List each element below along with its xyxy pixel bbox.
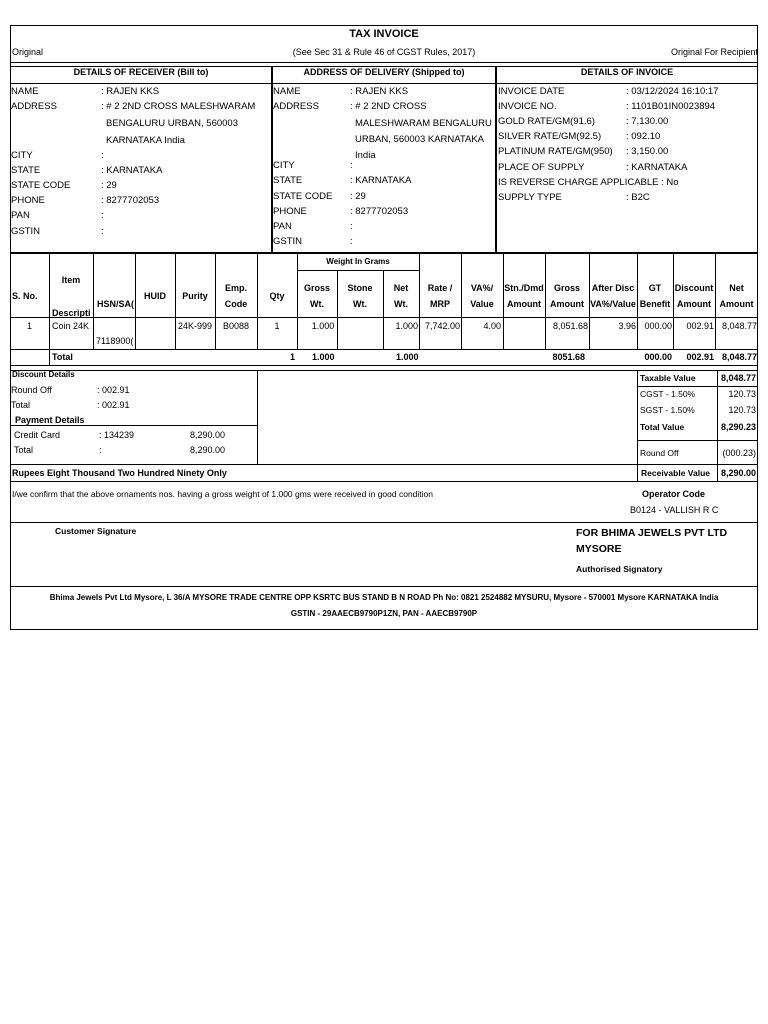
delivery-address-line4: India [355,150,376,161]
invoice-date: : 03/12/2024 16:10:17 [626,86,719,97]
amount-in-words: Rupees Eight Thousand Two Hundred Ninety Only [12,468,227,478]
discount-heading: Discount Details [12,370,75,379]
platinum-rate-label: PLATINUM RATE/GM(950) [498,146,613,157]
delivery-name: : RAJEN KKS [350,86,409,97]
col-description: Descripti [52,308,91,318]
receiver-phone-label: PHONE [11,195,45,206]
delivery-address-line2: MALESHWARAM BENGALURU [355,118,492,129]
col-gross-amount: Gross [553,283,580,293]
invoice-no: : 1101B01IN0023894 [626,101,716,112]
row-hsn: 7118900( [96,337,134,346]
receiver-heading: DETAILS OF RECEIVER (Bill to) [73,67,209,77]
delivery-address-line1: : # 2 2ND CROSS [350,101,427,112]
recipient-copy-label: Original For Recipient [670,47,758,57]
customer-signature: Customer Signature [55,526,137,536]
total-label: Total [52,352,73,362]
operator-code: B0124 - VALLISH R C [630,505,719,515]
place-of-supply: : KARNATAKA [626,162,688,173]
divider [297,270,419,271]
delivery-pan-label: PAN [273,221,292,232]
row-item: Coin 24K [52,321,90,331]
delivery-city-label: CITY [273,160,295,171]
payment-credit-card-label: Credit Card [14,430,61,440]
col-line [93,253,94,349]
divider [10,464,758,465]
supply-type-label: SUPPLY TYPE [498,192,562,203]
total-gt-benefit: 000.00 [644,352,672,362]
delivery-phone-label: PHONE [273,206,307,217]
col-stn: Stn./Dmd [504,283,544,293]
discount-roundoff: : 002.91 [97,385,130,395]
col-gt-benefit: Benefit [639,299,671,309]
cgst-value: 120.73 [728,389,756,399]
col-net-amount-2: Amount [719,299,754,309]
company-branch: MYSORE [576,543,622,555]
taxable-value-label: Taxable Value [640,373,696,383]
payment-total-colon: : [99,445,102,455]
col-item: Item [61,275,81,285]
authorised-signatory: Authorised Signatory [576,564,663,574]
divider [10,62,758,63]
total-value-label: Total Value [640,422,685,432]
sgst-label: SGST - 1.50% [640,405,695,415]
col-stone-wt: Stone [347,283,373,293]
col-va: VA%/ [470,283,494,293]
col-after-disc: After Disc [591,283,635,293]
divider [10,253,758,254]
delivery-name-label: NAME [273,86,301,97]
col-rate: Rate / [427,283,453,293]
col-stn-amount: Amount [507,299,541,309]
row-emp-code: B0088 [223,321,250,331]
silver-rate: : 092.10 [626,131,661,142]
copy-label: Original [12,47,44,57]
col-stone-wt-unit: Wt. [353,299,367,309]
total-qty: 1 [289,352,295,362]
sgst-value: 120.73 [728,405,756,415]
row-net-amount: 8,048.77 [721,321,757,331]
payment-credit-card-ref: : 134239 [99,430,135,440]
delivery-heading: ADDRESS OF DELIVERY (Shipped to) [303,67,465,77]
cgst-label: CGST - 1.50% [640,389,696,399]
receiver-state-label: STATE [11,165,41,176]
row-gt-benefit: 000.00 [644,321,672,331]
total-gross-wt: 1.000 [312,352,335,362]
divider [10,83,758,84]
row-discount: 002.91 [686,321,714,331]
col-hsn: HSN/SA( [97,299,135,309]
col-qty: Qty [269,291,285,301]
place-of-supply-label: PLACE OF SUPPLY [498,162,585,173]
col-huid: HUID [144,291,166,301]
row-va: 4.00 [483,321,501,331]
divider [10,370,758,371]
total-gross-amount: 8051.68 [552,352,585,362]
col-net-wt-unit: Wt. [394,299,408,309]
row-sno: 1 [26,321,32,331]
receiver-state-code: : 29 [101,180,117,191]
delivery-phone: : 8277702053 [350,206,409,217]
row-qty: 1 [274,321,280,331]
receiver-state-code-label: STATE CODE [11,180,71,191]
col-emp-code: Code [224,299,248,309]
company-gstin: GSTIN - 29AAECB9790P1ZN, PAN - AAECB9790P [290,609,478,618]
col-line [135,253,136,349]
receiver-address-line2: BENGALURU URBAN, 560003 [106,118,238,129]
total-net-amount: 8,048.77 [721,352,757,362]
taxable-value: 8,048.77 [720,373,756,383]
col-net-amount: Net [729,283,744,293]
receiver-name: : RAJEN KKS [101,86,160,97]
platinum-rate: : 3,150.00 [626,146,669,157]
total-net-wt: 1.000 [396,352,419,362]
col-gross-wt-unit: Wt. [310,299,324,309]
col-discount: Discount [674,283,714,293]
invoice-title: TAX INVOICE [349,28,419,40]
col-gt: GT [648,283,662,293]
col-discount-amount: Amount [677,299,711,309]
weight-group-header: Weight In Grams [326,257,390,266]
delivery-pan: : [350,221,353,232]
receiver-address-line1: : # 2 2ND CROSS MALESHWARAM [101,101,256,112]
row-rate: 7,742.00 [424,321,460,331]
delivery-address-line3: URBAN, 560003 KARNATAKA [355,134,485,145]
col-gross-wt: Gross [303,283,330,293]
receiver-pan: : [101,210,104,221]
payment-total-amount: 8,290.00 [189,445,225,455]
divider [10,522,758,523]
discount-total: : 002.91 [97,400,130,410]
delivery-state-label: STATE [273,175,303,186]
receiver-pan-label: PAN [11,210,30,221]
col-line [175,253,176,349]
col-line [337,270,338,349]
gold-rate: : 7,130.00 [626,116,669,127]
discount-roundoff-label: Round Off [11,385,52,395]
delivery-state: : KARNATAKA [350,175,412,186]
delivery-state-code: : 29 [350,191,366,202]
payment-heading: Payment Details [15,415,85,425]
delivery-city: : [350,160,353,171]
delivery-address-label: ADDRESS [273,101,319,112]
delivery-gstin: : [350,236,353,247]
col-line [257,370,258,464]
payment-total-label: Total [14,445,34,455]
col-gross-amount-2: Amount [550,299,584,309]
col-line [257,253,258,349]
supply-type: : B2C [626,192,650,203]
receiver-name-label: NAME [11,86,39,97]
delivery-state-code-label: STATE CODE [273,191,333,202]
row-purity: 24K-999 [178,321,213,331]
col-rate-mrp: MRP [430,299,450,309]
invoice-date-label: INVOICE DATE [498,86,565,97]
col-purity: Purity [182,291,208,301]
round-off-label: Round Off [640,448,679,458]
receivable-value: 8,290.00 [720,468,756,478]
total-discount: 002.91 [686,352,714,362]
receiver-gstin: : [101,226,104,237]
company-address: Bhima Jewels Pvt Ltd Mysore, L 36/A MYSORE TRADE CENTRE OPP KSRTC BUS STAND B N ROAD Ph No: 0821 2524882 MYSURU, Mysore - 570001 Mysore KARNATAKA India [49,593,719,602]
receiver-state: : KARNATAKA [101,165,163,176]
discount-total-label: Total [11,400,31,410]
col-emp: Emp. [224,283,247,293]
receivable-value-label: Receivable Value [641,468,710,478]
col-line [49,253,50,365]
round-off-value: (000.23) [722,448,756,458]
receiver-city: : [101,150,104,161]
col-after-disc-2: VA%/Value [590,299,636,309]
gold-rate-label: GOLD RATE/GM(91.6) [498,116,595,127]
divider [10,586,758,587]
col-line [383,270,384,349]
silver-rate-label: SILVER RATE/GM(92.5) [498,131,602,142]
col-net-wt: Net [393,283,409,293]
receiver-address-label: ADDRESS [11,101,57,112]
col-sno: S. No. [12,291,38,301]
col-va-value: Value [470,299,494,309]
divider [637,440,758,441]
receiver-city-label: CITY [11,150,33,161]
receiver-phone: : 8277702053 [101,195,160,206]
operator-code-label: Operator Code [642,489,706,499]
total-value: 8,290.23 [720,422,756,432]
divider [10,365,758,366]
row-after-disc: 3.96 [618,321,636,331]
invoice-heading: DETAILS OF INVOICE [580,67,674,77]
row-gross-wt: 1.000 [311,321,335,331]
receiver-address-line3: KARNATAKA India [106,135,185,146]
divider [10,481,758,482]
divider [10,317,758,318]
divider [637,386,758,387]
receiver-gstin-label: GSTIN [11,226,41,237]
delivery-gstin-label: GSTIN [273,236,303,247]
divider [10,349,758,350]
company-name: FOR BHIMA JEWELS PVT LTD [576,527,728,539]
rule-reference: (See Sec 31 & Rule 46 of CGST Rules, 2017) [292,47,476,57]
row-net-wt: 1.000 [395,321,418,331]
reverse-charge: IS REVERSE CHARGE APPLICABLE : No [498,177,679,188]
payment-credit-card-amount: 8,290.00 [189,430,225,440]
row-gross-amount: 8,051.68 [552,321,588,331]
invoice-no-label: INVOICE NO. [498,101,557,112]
divider [10,425,257,426]
confirmation-text: I/we confirm that the above ornaments nos. having a gross weight of 1.000 gms were received in good condition [12,489,433,499]
